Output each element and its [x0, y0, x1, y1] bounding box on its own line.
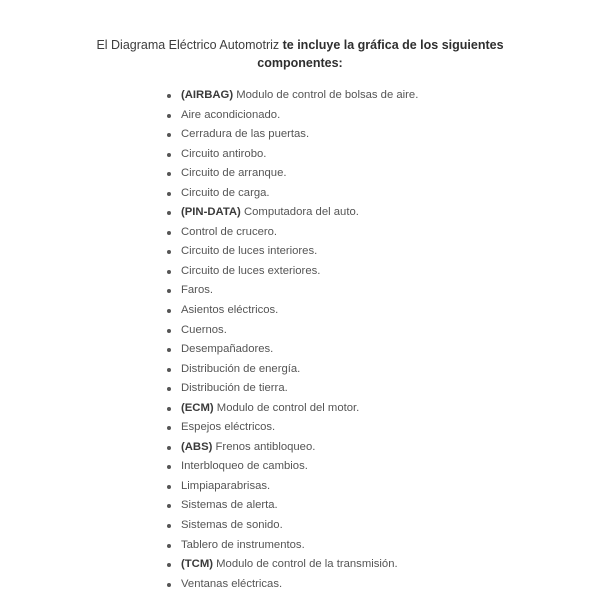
list-item	[181, 262, 418, 282]
list-item	[181, 203, 418, 223]
component-description: Circuito antirobo.	[181, 147, 267, 160]
bullet-icon	[167, 289, 171, 293]
list-item	[181, 125, 418, 145]
list-item	[181, 145, 418, 165]
component-code: (AIRBAG)	[181, 89, 234, 101]
bullet-icon	[167, 524, 171, 528]
list-item	[181, 360, 418, 380]
bullet-icon	[167, 563, 171, 567]
list-item	[181, 575, 418, 595]
list-item	[181, 555, 418, 575]
list-item	[181, 281, 418, 301]
intro-bold-text-line1: te incluye la gráfica de los siguientes	[282, 38, 504, 52]
bullet-icon	[167, 172, 171, 176]
component-description: Cerradura de las puertas.	[181, 128, 310, 141]
component-description: Interbloqueo de cambios.	[181, 460, 308, 473]
bullet-icon	[167, 485, 171, 489]
list-item	[181, 399, 418, 419]
list-item	[181, 379, 418, 399]
component-description: Modulo de control de bolsas de aire.	[233, 89, 419, 101]
component-description: Modulo de control del motor.	[213, 401, 360, 414]
component-description: Computadora del auto.	[240, 206, 359, 219]
list-item	[181, 86, 418, 106]
list-item	[181, 340, 418, 360]
bullet-icon	[167, 153, 171, 157]
intro-paragraph	[0, 36, 600, 72]
intro-bold-text-line2: componentes:	[257, 56, 343, 70]
bullet-icon	[167, 94, 171, 98]
component-description: Control de crucero.	[181, 225, 278, 238]
list-item	[181, 536, 418, 556]
bullet-icon	[167, 583, 171, 587]
component-description: Circuito de arranque.	[181, 167, 287, 180]
bullet-icon	[167, 133, 171, 137]
bullet-icon	[167, 309, 171, 313]
bullet-icon	[167, 504, 171, 508]
intro-plain-text: El Diagrama Eléctrico Automotriz	[96, 38, 283, 52]
component-description: Sistemas de sonido.	[181, 519, 283, 532]
list-item	[181, 438, 418, 458]
list-item	[181, 516, 418, 536]
bullet-icon	[167, 114, 171, 118]
component-code: (ABS)	[181, 440, 213, 453]
component-description: Circuito de luces interiores.	[181, 245, 318, 258]
component-description: Circuito de carga.	[181, 186, 270, 199]
bullet-icon	[167, 387, 171, 391]
component-code: (TCM)	[181, 558, 213, 571]
component-code: (ECM)	[181, 401, 214, 414]
component-description: Frenos antibloqueo.	[212, 440, 316, 453]
bullet-icon	[167, 211, 171, 215]
list-item	[181, 301, 418, 321]
component-description: Distribución de tierra.	[181, 382, 288, 395]
bullet-icon	[167, 192, 171, 196]
bullet-icon	[167, 544, 171, 548]
bullet-icon	[167, 426, 171, 430]
component-description: Cuernos.	[181, 323, 227, 336]
bullet-icon	[167, 329, 171, 333]
component-description: Sistemas de alerta.	[181, 499, 278, 512]
list-item	[181, 418, 418, 438]
list-item	[181, 164, 418, 184]
bullet-icon	[167, 231, 171, 235]
bullet-icon	[167, 368, 171, 372]
component-description: Tablero de instrumentos.	[181, 538, 305, 551]
bullet-icon	[167, 407, 171, 411]
component-description: Circuito de luces exteriores.	[181, 264, 321, 277]
component-code: (PIN-DATA)	[181, 206, 241, 219]
bullet-icon	[167, 465, 171, 469]
component-description: Aire acondicionado.	[181, 108, 281, 121]
component-description: Ventanas eléctricas.	[181, 577, 283, 590]
component-description: Desempañadores.	[181, 343, 274, 356]
bullet-icon	[167, 348, 171, 352]
component-description: Asientos eléctricos.	[181, 304, 279, 317]
list-item	[181, 223, 418, 243]
bullet-icon	[167, 446, 171, 450]
list-item	[181, 496, 418, 516]
component-list	[181, 86, 418, 594]
component-description: Limpiaparabrisas.	[181, 479, 271, 492]
component-description: Distribución de energía.	[181, 362, 301, 375]
bullet-icon	[167, 270, 171, 274]
component-description: Modulo de control de la transmisión.	[213, 558, 398, 571]
list-item	[181, 184, 418, 204]
bullet-icon	[167, 250, 171, 254]
component-description: Faros.	[181, 284, 214, 297]
list-item	[181, 106, 418, 126]
list-item	[181, 457, 418, 477]
list-item	[181, 477, 418, 497]
component-description: Espejos eléctricos.	[181, 421, 276, 434]
list-item	[181, 321, 418, 341]
list-item	[181, 242, 418, 262]
